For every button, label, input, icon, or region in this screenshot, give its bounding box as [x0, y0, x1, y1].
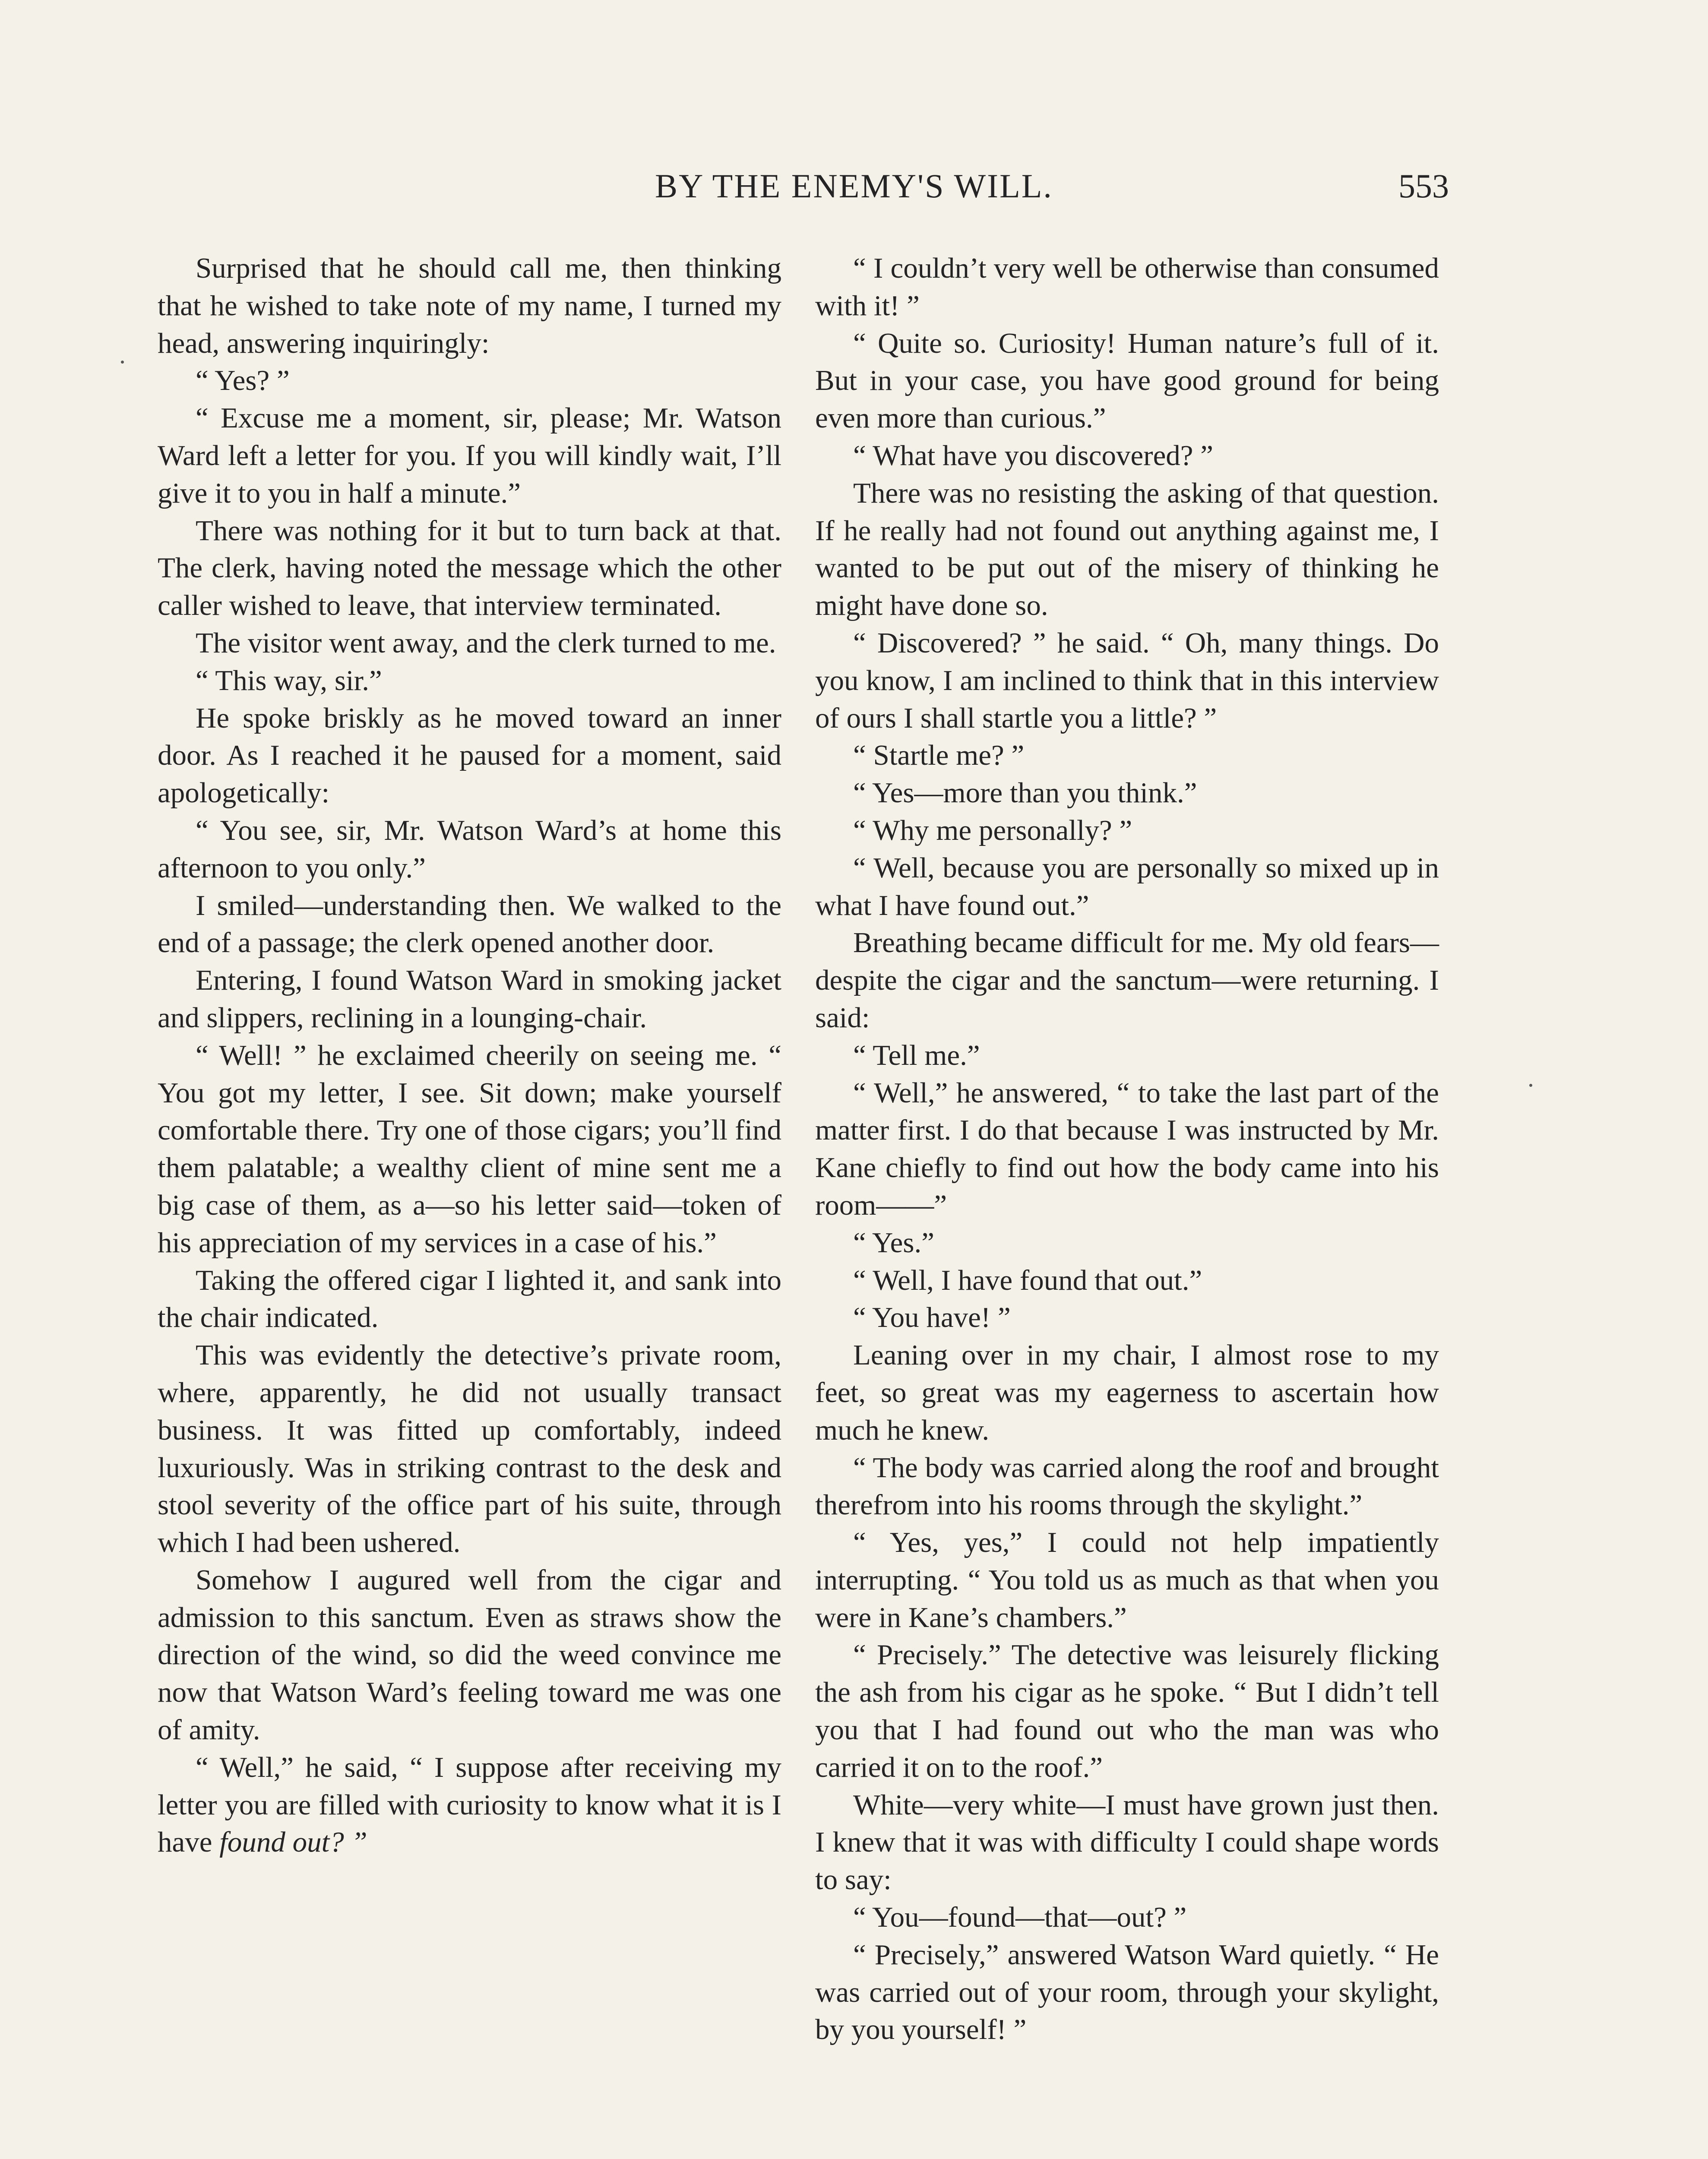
- paragraph: “ Well, I have found that out.”: [853, 1264, 1202, 1296]
- paragraph: “ What have you discovered? ”: [853, 439, 1214, 472]
- paragraph: “ Yes.”: [853, 1226, 934, 1259]
- left-text-column: [158, 250, 781, 1861]
- paragraph: “ Well, because you are personally so mixed up in what I have found out.”: [815, 852, 1439, 921]
- paragraph: “ The body was carried along the roof and brought therefrom into his rooms through the skylight.”: [815, 1451, 1439, 1521]
- paragraph: “ Precisely.” The detective was leisurely flicking the ash from his cigar as he spoke. “ But I didn’t tell you that I had found out who the man was who carried it on to the roof.”: [815, 1639, 1439, 1783]
- paragraph: “ Yes? ”: [196, 364, 290, 397]
- paragraph: “ This way, sir.”: [196, 664, 382, 696]
- paragraph: The visitor went away, and the clerk turned to me.: [196, 627, 776, 659]
- paragraph: This was evidently the detective’s private room, where, apparently, he did not usually transact business. It was fitted up comfortably, indeed luxuriously. Was in striking contrast to the desk and stool severity of the office part of his suite, through which I had been ushered.: [158, 1339, 781, 1559]
- paragraph: There was no resisting the asking of that question. If he really had not found out anything against me, I wanted to be put out of the misery of thinking he might have done so.: [815, 477, 1439, 622]
- paragraph: Surprised that he should call me, then thinking that he wished to take note of my name, I turned my head, answering inquiringly:: [158, 252, 781, 359]
- paragraph: “ I couldn’t very well be otherwise than consumed with it! ”: [815, 252, 1439, 322]
- italic-phrase: found out? ”: [219, 1826, 367, 1858]
- right-text-column: [815, 250, 1439, 2048]
- paragraph: “ Discovered? ” he said. “ Oh, many things. Do you know, I am inclined to think that in this interview of ours I shall startle you a little? ”: [815, 627, 1439, 734]
- paragraph: “ Quite so. Curiosity! Human nature’s full of it. But in your case, you have good ground for being even more than curious.”: [815, 327, 1439, 434]
- paragraph: “ You see, sir, Mr. Watson Ward’s at home this afternoon to you only.”: [158, 814, 781, 884]
- paragraph-text: “ Well,” he said, “ I suppose after receiving my letter you are filled with curiosity to know what it is I have: [158, 1751, 781, 1858]
- paragraph: He spoke briskly as he moved toward an inner door. As I reached it he paused for a moment, said apologetically:: [158, 702, 781, 809]
- paragraph: “ Excuse me a moment, sir, please; Mr. Watson Ward left a letter for you. If you will kindly wait, I’ll give it to you in half a minute.”: [158, 402, 781, 509]
- paragraph: Somehow I augured well from the cigar and admission to this sanctum. Even as straws show the direction of the wind, so did the weed convince me now that Watson Ward’s feeling toward me was one of amity.: [158, 1564, 781, 1746]
- page-header-title: BY THE ENEMY'S WILL.: [655, 167, 1053, 205]
- page-number: 553: [1398, 167, 1449, 205]
- print-speck: [121, 361, 124, 364]
- paragraph: “ Well! ” he exclaimed cheerily on seeing me. “ You got my letter, I see. Sit down; make yourself comfortable there. Try one of those cigars; you’ll find them palatable; a wealthy client of mine sent me a big case of them, as a—so his letter said—token of his appreciation of my services in a case of his.”: [158, 1039, 781, 1259]
- paragraph: Taking the offered cigar I lighted it, and sank into the chair indicated.: [158, 1264, 781, 1334]
- paragraph: “ You have! ”: [853, 1301, 1011, 1334]
- paragraph: I smiled—understanding then. We walked to the end of a passage; the clerk opened another door.: [158, 889, 781, 959]
- paragraph: Leaning over in my chair, I almost rose to my feet, so great was my eagerness to ascertain how much he knew.: [815, 1339, 1439, 1446]
- paragraph: “ Startle me? ”: [853, 739, 1025, 772]
- paragraph: Entering, I found Watson Ward in smoking jacket and slippers, reclining in a lounging-chair.: [158, 964, 781, 1034]
- paragraph: “ Precisely,” answered Watson Ward quietly. “ He was carried out of your room, through your skylight, by you yourself! ”: [815, 1938, 1439, 2046]
- print-speck: [1529, 1084, 1532, 1087]
- paragraph: “ Well,” he answered, “ to take the last part of the matter first. I do that because I was instructed by Mr. Kane chiefly to find out how the body came into his room——”: [815, 1076, 1439, 1221]
- paragraph: White—very white—I must have grown just then. I knew that it was with difficulty I could shape words to say:: [815, 1789, 1439, 1896]
- paragraph: “ Tell me.”: [853, 1039, 980, 1071]
- paragraph: “ Why me personally? ”: [853, 814, 1132, 846]
- paragraph: Breathing became difficult for me. My old fears—despite the cigar and the sanctum—were returning. I said:: [815, 927, 1439, 1034]
- paragraph-continued: [158, 1749, 781, 1861]
- paragraph: There was nothing for it but to turn back at that. The clerk, having noted the message which the other caller wished to leave, that interview terminated.: [158, 514, 781, 622]
- paragraph: “ You—found—that—out? ”: [853, 1901, 1187, 1934]
- paragraph: “ Yes—more than you think.”: [853, 777, 1197, 809]
- paragraph: “ Yes, yes,” I could not help impatiently interrupting. “ You told us as much as that when you were in Kane’s chambers.”: [815, 1526, 1439, 1633]
